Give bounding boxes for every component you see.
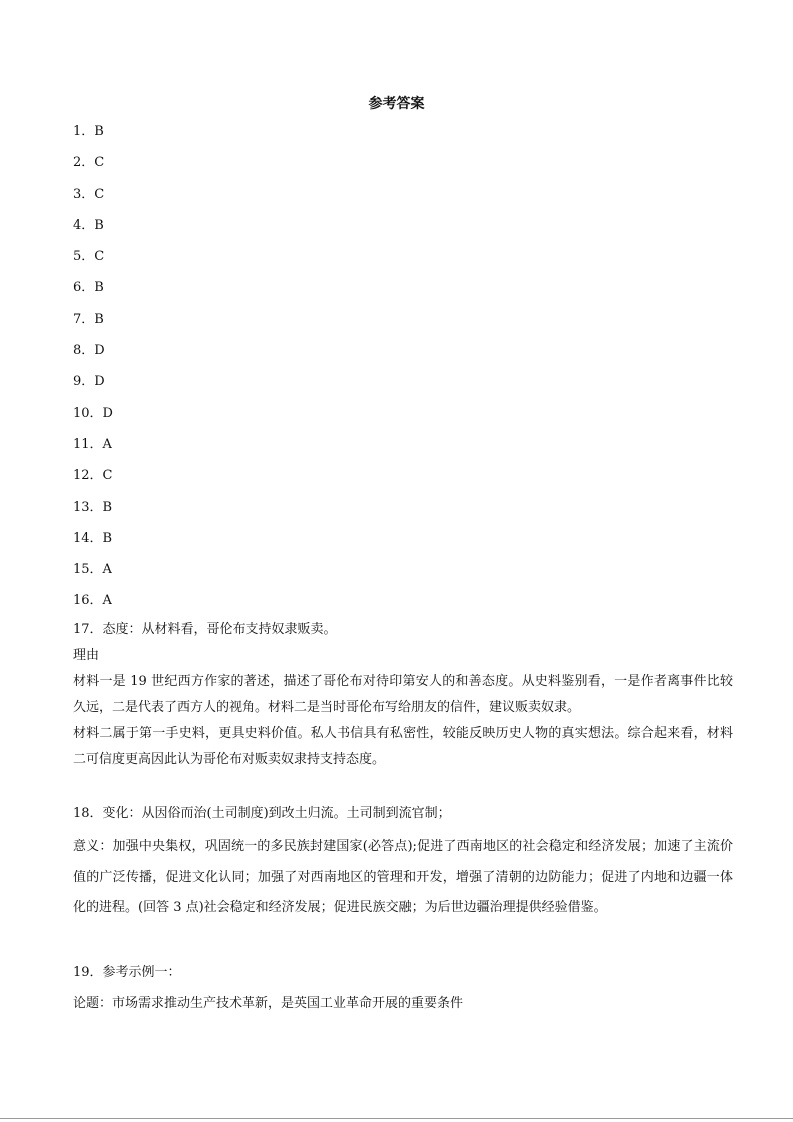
q18-meaning: 意义：加强中央集权，巩固统一的多民族封建国家(必答点);促进了西南地区的社会稳定和经济发展；加速了主流价值的广泛传播，促进文化认同；加强了对西南地区的管理和开发，增强了清朝的边防能力；促进了内地和边疆一体化的进程。(回答 3 点)社会稳定和经济发展；促进民族交融；为后世边疆治理提供经验借鉴。 — [73, 839, 733, 915]
answer-item: 5．C — [73, 249, 105, 265]
answer-item: 15．A — [73, 562, 112, 578]
q18-change: 18．变化：从因俗而治(土司制度)到改土归流。土司制到流官制； — [73, 806, 451, 821]
answer-item: 7．B — [73, 311, 104, 327]
answer-item: 10．D — [73, 405, 113, 421]
answer-item: 12．C — [73, 468, 113, 484]
page-bottom-divider — [0, 1118, 793, 1119]
answer-item: 6．B — [73, 280, 104, 296]
answer-item: 16．A — [73, 593, 112, 609]
q17-paragraph-1: 材料一是 19 世纪西方作家的著述，描述了哥伦布对待印第安人的和善态度。从史料鉴别看，一是作者离事件比较久远，二是代表了西方人的视角。材料二是当时哥伦布写给朋友的信件，建议贩卖奴隶。 — [73, 674, 733, 715]
answer-item: 2．C — [73, 155, 105, 171]
page-title: 参考答案 — [368, 96, 425, 112]
answer-item: 4．B — [73, 217, 104, 233]
q19-thesis: 论题：市场需求推动生产技术革新，是英国工业革命开展的重要条件 — [73, 996, 464, 1011]
question-18-answer — [73, 801, 733, 924]
question-19-answer — [73, 957, 733, 1019]
answer-item: 8．D — [73, 343, 105, 359]
answer-item: 1．B — [73, 124, 104, 139]
q17-paragraph-2: 材料二属于第一手史料，更具史料价值。私人书信具有私密性，较能反映历史人物的真实想法。综合起来看，材料二可信度更高因此认为哥伦布对贩卖奴隶持支持态度。 — [73, 726, 733, 767]
q17-attitude: 17．态度：从材料看，哥伦布支持奴隶贩卖。 — [73, 622, 337, 637]
answer-item: 13．B — [73, 499, 113, 515]
answer-item: 14．B — [73, 530, 113, 546]
answer-list — [73, 123, 113, 624]
q17-reason-label: 理由 — [73, 648, 100, 663]
answer-item: 9．D — [73, 374, 105, 390]
q19-example-heading: 19．参考示例一： — [73, 965, 181, 980]
question-17-answer — [73, 617, 733, 773]
answer-item: 3．C — [73, 186, 105, 202]
answer-item: 11．A — [73, 436, 112, 452]
